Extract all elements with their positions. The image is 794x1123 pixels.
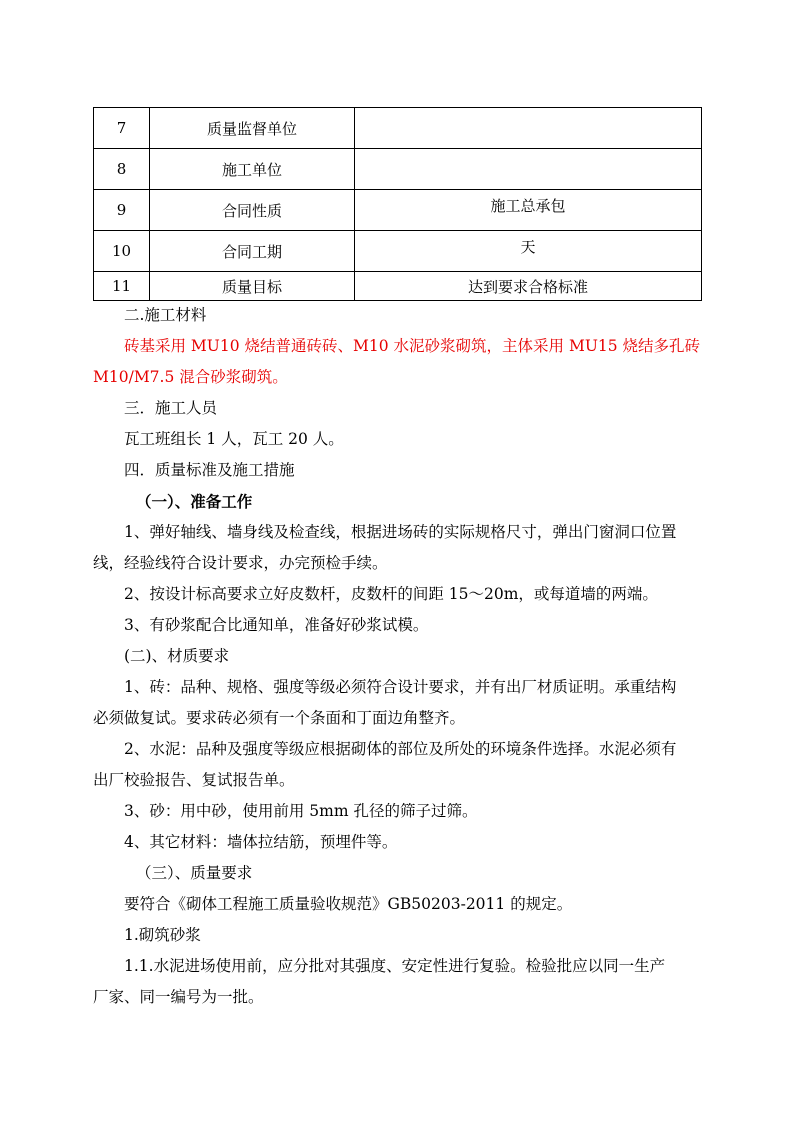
paragraph: 必须做复试。要求砖必须有一个条面和丁面边角整齐。 [93, 709, 466, 727]
paragraph: 瓦工班组长 1 人，瓦工 20 人。 [124, 430, 344, 448]
subsection-heading: (二)、材质要求 [124, 647, 230, 665]
document-body [93, 300, 703, 1013]
row-number-cell: 11 [94, 272, 150, 301]
paragraph: 线，经验线符合设计要求，办完预检手续。 [93, 554, 388, 572]
paragraph: 2、水泥：品种及强度等级应根据砌体的部位及所处的环境条件选择。水泥必须有 [124, 740, 677, 758]
item-cell: 质量监督单位 [150, 108, 355, 149]
row-number-cell: 9 [94, 190, 150, 231]
row-number-cell: 10 [94, 231, 150, 272]
paragraph: 2、按设计标高要求立好皮数杆，皮数杆的间距 15～20m，或每道墙的两端。 [124, 585, 658, 603]
paragraph: 出厂校验报告、复试报告单。 [93, 771, 295, 789]
table-row [94, 149, 702, 190]
paragraph: 1、弹好轴线、墙身线及检查线，根据进场砖的实际规格尺寸，弹出门窗洞口位置 [124, 523, 677, 541]
section-heading: 四．质量标准及施工措施 [124, 461, 295, 479]
material-text-line: M10/M7.5 混合砂浆砌筑。 [93, 368, 288, 386]
value-cell [355, 231, 702, 272]
paragraph: 要符合《砌体工程施工质量验收规范》GB50203-2011 的规定。 [124, 895, 573, 913]
contract-period-value: 天 [520, 237, 536, 256]
material-text-line: 砖基采用 MU10 烧结普通砖砖、M10 水泥砂浆砌筑，主体采用 MU15 烧结多孔砖 [124, 337, 701, 355]
value-cell: 达到要求合格标准 [355, 272, 702, 301]
subsection-heading: （一）、准备工作 [136, 492, 253, 511]
paragraph: 1.1.水泥进场使用前，应分批对其强度、安定性进行复验。检验批应以同一生产 [124, 957, 666, 975]
item-cell: 质量目标 [150, 272, 355, 301]
value-cell [355, 108, 702, 149]
paragraph: 厂家、同一编号为一批。 [93, 988, 264, 1006]
project-info-table [93, 107, 702, 301]
paragraph: 4、其它材料：墙体拉结筋，预埋件等。 [124, 833, 398, 851]
paragraph: 1、砖：品种、规格、强度等级必须符合设计要求，并有出厂材质证明。承重结构 [124, 678, 677, 696]
section-heading: 三．施工人员 [124, 399, 218, 417]
table-row [94, 231, 702, 272]
table-row [94, 190, 702, 231]
contract-type-value: 施工总承包 [490, 196, 566, 215]
item-cell: 施工单位 [150, 149, 355, 190]
value-cell [355, 190, 702, 231]
paragraph: 1.砌筑砂浆 [124, 926, 201, 944]
row-number-cell: 8 [94, 149, 150, 190]
value-cell [355, 149, 702, 190]
table-row [94, 272, 702, 301]
paragraph: 3、砂：用中砂，使用前用 5mm 孔径的筛子过筛。 [124, 802, 478, 820]
section-heading: 二.施工材料 [124, 306, 207, 324]
paragraph: 3、有砂浆配合比通知单，准备好砂浆试模。 [124, 616, 429, 634]
subsection-heading: （三）、质量要求 [136, 864, 253, 882]
item-cell: 合同工期 [150, 231, 355, 272]
row-number-cell: 7 [94, 108, 150, 149]
table-row [94, 108, 702, 149]
item-cell: 合同性质 [150, 190, 355, 231]
